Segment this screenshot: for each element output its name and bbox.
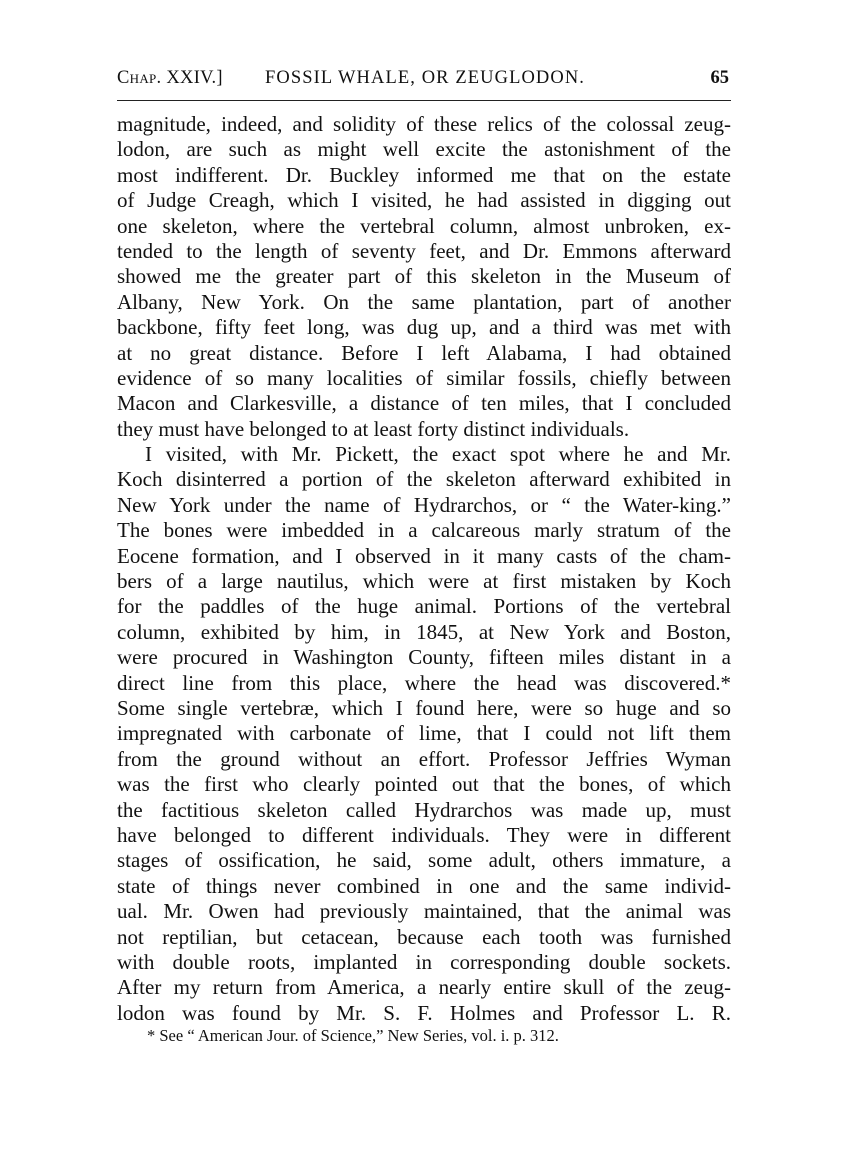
text-line: backbone, fifty feet long, was dug up, and a third was met with <box>117 315 731 340</box>
running-head <box>117 66 729 90</box>
text-line: magnitude, indeed, and solidity of these relics of the colossal zeug- <box>117 112 731 136</box>
text-line: stages of ossification, he said, some adult, others immature, a <box>117 848 731 873</box>
text-line: New York under the name of Hydrarchos, or “ the Water-king.” <box>117 492 731 517</box>
text-line: at no great distance. Before I left Alabama, I had obtained <box>117 340 731 365</box>
text-line: bers of a large nautilus, which were at first mistaken by Koch <box>117 569 731 594</box>
page-number: 65 <box>710 68 729 88</box>
text-line: with double roots, implanted in corresponding double sockets. <box>117 949 731 974</box>
text-line: one skeleton, where the vertebral column, almost unbroken, ex- <box>117 213 731 238</box>
text-line: were procured in Washington County, fifteen miles distant in a <box>117 645 731 670</box>
text-line: Albany, New York. On the same plantation, part of another <box>117 289 731 314</box>
running-title: FOSSIL WHALE, OR ZEUGLODON. <box>265 68 586 88</box>
text-line: Eocene formation, and I observed in it many casts of the cham- <box>117 543 731 568</box>
text-line: Macon and Clarkesville, a distance of ten miles, that I concluded <box>117 391 731 416</box>
text-line: I visited, with Mr. Pickett, the exact spot where he and Mr. <box>145 442 731 467</box>
text-line: Some single vertebræ, which I found here, were so huge and so <box>117 695 731 720</box>
text-line: impregnated with carbonate of lime, that I could not lift them <box>117 721 731 746</box>
header-rule <box>117 100 731 101</box>
chapter-label: Chap. XXIV.] <box>117 68 223 88</box>
footnote: * See “ American Jour. of Science,” New Series, vol. i. p. 312. <box>147 1026 559 1045</box>
body-text <box>117 112 731 1026</box>
text-line: state of things never combined in one and the same individ- <box>117 873 731 898</box>
text-line: lodon was found by Mr. S. F. Holmes and Professor L. R. <box>117 1000 731 1025</box>
text-line: was the first who clearly pointed out that the bones, of which <box>117 772 731 797</box>
text-line: lodon, are such as might well excite the astonishment of the <box>117 137 731 162</box>
text-line: they must have belonged to at least forty distinct individuals. <box>117 416 630 441</box>
text-line: the factitious skeleton called Hydrarchos was made up, must <box>117 797 731 822</box>
text-line: The bones were imbedded in a calcareous marly stratum of the <box>117 518 731 543</box>
text-line: Koch disinterred a portion of the skeleton afterward exhibited in <box>117 467 731 492</box>
text-line: column, exhibited by him, in 1845, at New York and Boston, <box>117 619 731 644</box>
text-line: After my return from America, a nearly entire skull of the zeug- <box>117 975 731 1000</box>
text-line: for the paddles of the huge animal. Portions of the vertebral <box>117 594 731 619</box>
text-line: have belonged to different individuals. They were in different <box>117 822 731 847</box>
text-line: direct line from this place, where the head was discovered.* <box>117 670 731 695</box>
text-line: not reptilian, but cetacean, because each tooth was furnished <box>117 924 731 949</box>
text-line: tended to the length of seventy feet, and Dr. Emmons afterward <box>117 238 731 263</box>
text-line: ual. Mr. Owen had previously maintained, that the animal was <box>117 899 731 924</box>
text-line: from the ground without an effort. Professor Jeffries Wyman <box>117 746 731 771</box>
text-line: most indifferent. Dr. Buckley informed me that on the estate <box>117 162 731 187</box>
text-line: of Judge Creagh, which I visited, he had assisted in digging out <box>117 188 731 213</box>
text-line: evidence of so many localities of similar fossils, chiefly between <box>117 365 731 390</box>
text-line: showed me the greater part of this skeleton in the Museum of <box>117 264 731 289</box>
